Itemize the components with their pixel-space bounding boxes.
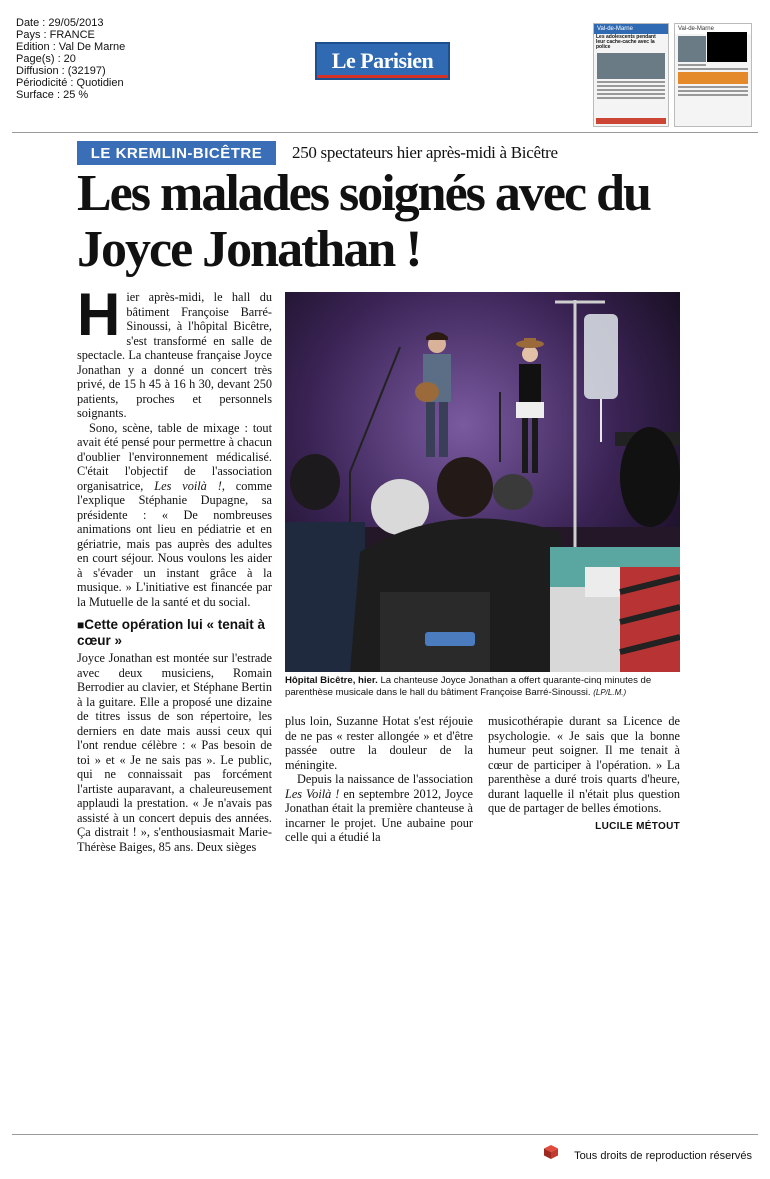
thumbnail-line [597,93,665,95]
article-column-2 [285,714,473,845]
paragraph-text: en septembre 2012, Joyce Jonathan était la première chanteuse à incarner le projet. Une aubaine pour celle qui a étudié la [285,786,473,844]
drop-cap: H [77,281,121,348]
thumbnail-image [597,53,665,79]
caption-lead: Hôpital Bicêtre, hier. [285,675,378,686]
press-metadata [16,17,125,101]
paragraph-6: musicothérapie durant sa Licence de psychologie. « Je sais que la bonne humeur peut soigner. Il me tenait à cœur de participer à l'opération. » La parenthèse a duré trois quarts d'heure, durant laquelle il n'était plus question que de partager de belles émotions. [488,714,680,815]
thumbnail-line [597,89,665,91]
paragraph-5 [285,772,473,845]
page-thumbnail-left [593,23,669,127]
article-column-1 [77,281,272,854]
meta-date: Date : 29/05/2013 [16,17,104,29]
meta-edition: Edition : Val De Marne [16,41,126,53]
section-tag: LE KREMLIN-BICÊTRE [77,141,276,165]
meta-country: Pays : FRANCE [16,29,95,41]
thumbnail-line [678,68,748,70]
thumbnail-line [597,97,665,99]
thumbnail-header: Val-de-Marne [675,24,751,34]
surtitle: 250 spectateurs hier après-midi à Bicêtre [292,143,558,162]
thumbnail-line [597,81,665,83]
bullet-square-icon: ■ [77,618,85,632]
meta-surface: Surface : 25 % [16,89,89,101]
meta-diffusion: Diffusion : (32197) [16,65,106,77]
photo-caption [285,675,685,699]
thumbnail-headline: Les adolescents pendant leur cache-cache avec la police [596,34,656,50]
caption-text: La chanteuse Joyce Jonathan a offert quarante-cinq minutes de parenthèse musicale dans le hall du bâtiment Françoise Barré-Sinoussi. [285,675,652,698]
thumbnail-ad [678,72,748,84]
le-parisien-logo [315,42,450,80]
top-divider [12,132,758,133]
thumbnail-header: Val-de-Marne [594,24,668,34]
photo-credit: (LP/L.M.) [593,688,627,697]
thumbnail-line [678,94,748,96]
paragraph-text: Depuis la naissance de l'association [297,772,473,786]
author-signature: LUCILE MÉTOUT [595,821,680,832]
paragraph-4: plus loin, Suzanne Hotat s'est réjouie de ne pas « rester allongée » et d'être passée outre la douleur de la méningite. [285,714,473,772]
paragraph-1: ier après-midi, le hall du bâtiment Françoise Barré-Sinoussi, à l'hôpital Bicêtre, s'est transformé en salle de spectacle. La chanteuse française Joyce Jonathan y a donné un concert très privé, de 15 h 45 à 16 h 30, devant 250 patients, proches et personnels soignants. [77,290,272,420]
page-thumbnail-right [674,23,752,127]
logo-underline [317,75,448,78]
thumbnail-line [678,64,706,66]
copyright-notice: Tous droits de reproduction réservés [574,1150,752,1162]
thumbnail-line [597,85,665,87]
concert-photo [285,292,680,672]
subheading-text: Cette opération lui « tenait à cœur » [77,617,266,648]
bottom-divider [12,1134,758,1135]
paragraph-text: , comme l'explique Stéphanie Dupagne, sa présidente : « De nombreuses animations ont lieu en pédiatrie et en gériatrie, mais pas auprès des adultes en court séjour. Nous voulons les aider à s'évader un instant grâce à la musique. » L'initiative est financée par la Mutuelle de la santé et du social. [77,478,272,609]
association-name: Les voilà ! [154,478,222,493]
cube-logo-icon [544,1145,558,1159]
association-name: Les Voilà ! [285,786,340,801]
paragraph-2 [77,421,272,610]
thumbnail-line [678,90,748,92]
logo-text: Le Parisien [331,48,434,73]
paragraph-text: Sono, scène, table de mixage : tout avait été pensé pour permettre à chacun d'oublier l'environnement médicalisé. C'était l'objectif de l'association organisatrice, [77,420,272,493]
headline: Les malades soignés avec du Joyce Jonathan ! [77,165,650,278]
paragraph-3: Joyce Jonathan est montée sur l'estrade avec deux musiciens, Romain Berrodier au clavier, et Stéphane Bertin à la guitare. Elle a proposé une dizaine de titres issus de son répertoire, les derniers en date mais aussi ceux qui l'ont rendue célèbre : « Pas besoin de toi » et « Je ne sais pas ». Le public, qui ne connaissait pas forcément l'artiste auparavant, a chaleureusement applaudi la prestation. « Je n'avais pas assisté à un concert depuis des années. Ça distrait ! », s'enthousiasmait Marie-Thérèse Baiges, 85 ans. Deux sièges [77,651,272,854]
subheading [77,617,272,648]
thumbnail-image [678,36,706,62]
thumbnail-footer-band [596,118,666,124]
thumbnail-line [678,86,748,88]
thumbnail-redacted-block [707,32,747,62]
article-column-3 [488,714,680,816]
meta-periodicity: Périodicité : Quotidien [16,77,124,89]
meta-pages: Page(s) : 20 [16,53,76,65]
